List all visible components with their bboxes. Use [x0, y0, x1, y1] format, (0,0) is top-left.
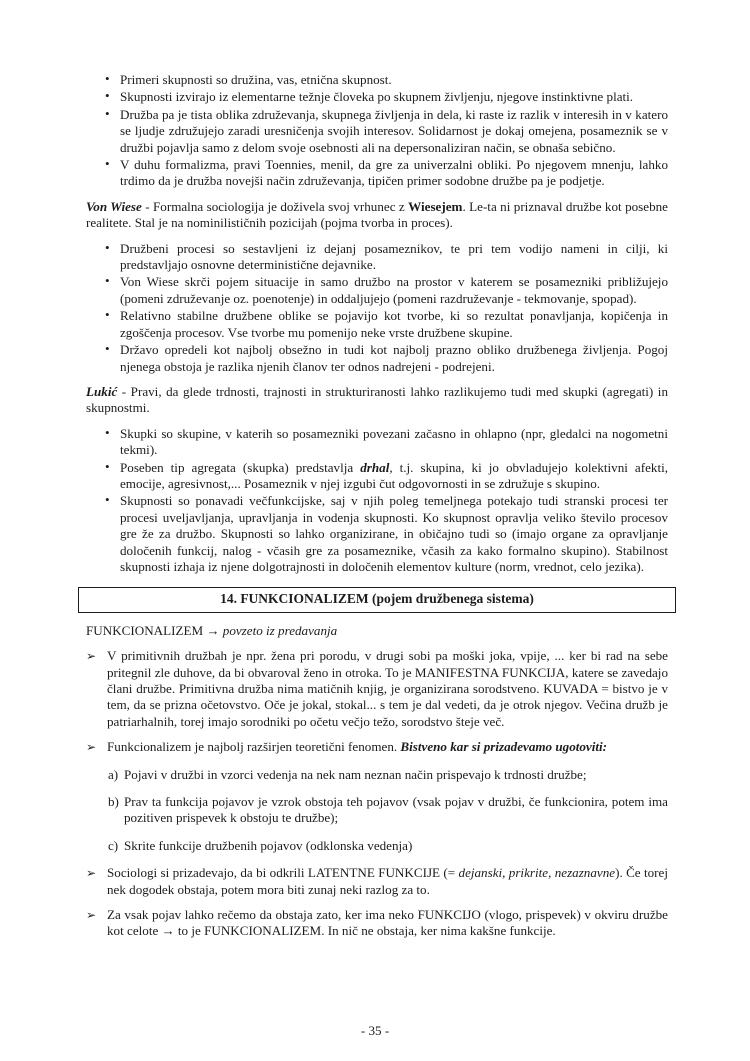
arrow-bullet-marker: ➢: [86, 740, 97, 755]
funkcionalizem-line: FUNKCIONALIZEM → povzeto iz predavanja: [86, 622, 338, 638]
von-wiese-bullet-list: [86, 241, 668, 375]
lettered-item-text: Skrite funkcije družbenih pojavov (odklonska vedenja): [124, 837, 413, 853]
list-item: [86, 426, 668, 459]
bullet-text: Državo opredeli kot najbolj obsežno in tudi kot najbolj prazno obliko družbenega življenja. Pogoj njenega obstoja je razlika njenih članov ter odnos nadrejeni - podrejeni.: [120, 342, 668, 374]
arrow-item-text: V primitivnih družbah je npr. žena pri porodu, v drugi sobi pa moški joka, vpije, ... ker bi rad na sebe pritegnil zle duhove, da bi obvaroval ženo in otroka. To je MANIFESTNA FUNKCIJA, katere se zavedajo člani družbe. Primitivna družba nima matičnih knjig, je organizirana sorodstveno. KUVADA = bistvo je v tem, da se prizna očetovstvo. Oče je jokal, stokal... s tem je dal vedeti, da je otrok njegov. Večina družb je patriarhalnih, torej imajo sorodniki po očetu večjo težo, sorodstvo šteje več.: [107, 648, 668, 729]
list-item: [86, 72, 668, 88]
lettered-item: [86, 767, 668, 783]
lukic-paragraph: Lukić - Pravi, da glede trdnosti, trajnosti in strukturiranosti lahko razlikujemo tudi med skupki (agregati) in skupnostmi.: [86, 383, 668, 416]
list-item: [86, 157, 668, 190]
bullet-marker: •: [105, 88, 110, 104]
arrow-item-text: Funkcionalizem je najbolj razširjen teoretični fenomen. Bistveno kar si prizadevamo ugotoviti:: [107, 739, 608, 755]
von-wiese-paragraph: Von Wiese - Formalna sociologija je doživela svoj vrhunec z Wiesejem. Le-ta ni priznaval družbe kot posebne realitete. Stal je na nominilističnih pozicijah (pojma tvorba in proces).: [86, 198, 668, 231]
lettered-item-label: c): [108, 837, 119, 853]
bullet-text: Von Wiese skrči pojem situacije in samo družbo na prostor v katerem se posamezniki približujejo (pomeni združevanje oz. poenotenje) in oddaljujejo (pomeni razdruževanje - tekmovanje, spopad).: [120, 274, 668, 306]
bullet-marker: •: [105, 458, 110, 474]
arrow-item: [86, 648, 668, 730]
page-number: - 35 -: [360, 1022, 390, 1038]
lettered-item-label: b): [108, 794, 119, 810]
list-item: [86, 107, 668, 156]
bullet-marker: •: [105, 273, 110, 289]
bullet-marker: •: [105, 424, 110, 440]
bullet-text: Skupnosti izvirajo iz elementarne težnje človeka po skupnem življenju, njegove instinktivne plati.: [120, 89, 634, 105]
bullet-text: Družba pa je tista oblika združevanja, skupnega življenja in dela, ki raste iz razlik v interesih in v katero se ljudje združujejo zaradi uresničenja svojih interesov. Solidarnost je dokaj omejena, posameznik se v družbi pojavlja samo z delom svoje osebnosti ali na depersonaliziran način, se obnaša sebično.: [120, 106, 668, 155]
bullet-marker: •: [105, 105, 110, 121]
bullet-marker: •: [105, 341, 110, 357]
list-item: [86, 342, 668, 375]
lukic-bullet-list: [86, 426, 668, 576]
lettered-item-label: a): [108, 766, 119, 782]
arrow-item: [86, 865, 668, 898]
list-item: [86, 493, 668, 575]
top-bullet-list: [86, 72, 668, 190]
bullet-text: Skupnosti so ponavadi večfunkcijske, saj v njih poleg temeljnega potekajo tudi stranski procesi ter procesi uveljavljanja, upravljanja in vodenja skupnosti. Ko skupnost opravlja veliko število procesov gre že za družbo. Skupnosti so lahko organizirane, in običajno tudi so (imajo organe za opravljanje določenih funkcij, nalog - včasih gre za posameznike, včasih za kako formalno skupino). Stabilnost skupnosti izhaja iz njene dolgotrajnosti in določenih elementov kulture (norm, vrednot, celo jezika).: [120, 493, 668, 574]
bullet-marker: •: [105, 307, 110, 323]
arrow-item: [86, 907, 668, 940]
list-item: [86, 308, 668, 341]
arrow-bullet-marker: ➢: [86, 908, 97, 923]
lettered-item: [86, 838, 668, 854]
lettered-item: [86, 794, 668, 827]
arrow-item: [86, 739, 668, 755]
bullet-text: Primeri skupnosti so družina, vas, etnična skupnost.: [120, 72, 392, 87]
arrow-bullet-marker: ➢: [86, 866, 97, 881]
bullet-marker: •: [105, 492, 110, 508]
bullet-marker: •: [105, 239, 110, 255]
bullet-text: Skupki so skupine, v katerih so posamezniki povezani začasno in ohlapno (npr, gledalci na nogometni tekmi).: [120, 425, 668, 458]
section-heading-text: 14. FUNKCIONALIZEM (pojem družbenega sistema): [220, 591, 534, 607]
arrow-bullet-marker: ➢: [86, 649, 97, 664]
bullet-text: V duhu formalizma, pravi Toennies, menil, da gre za univerzalni obliki. Po njegovem mnenju, lahko trdimo da je družba novejši način združevanja, tipičen primer sodobne družbe pa je podjetje.: [120, 157, 668, 189]
lettered-item-text: Prav ta funkcija pojavov je vzrok obstoja teh pojavov (vsak pojav v družbi, če funkcionira, potem ima pozitiven prispevek k obstoju te družbe);: [124, 794, 668, 826]
list-item: [86, 274, 668, 307]
bullet-text: Poseben tip agregata (skupka) predstavlja drhal, t.j. skupina, ki jo obvladujejo kolektivni afekti, emocije, agresivnost,... Posameznik v njej izgubi čut odgovornosti in se združuje s skupino.: [120, 459, 668, 491]
bullet-marker: •: [105, 156, 110, 172]
list-item: [86, 89, 668, 105]
bullet-text: Relativno stabilne družbene oblike se pojavijo kot tvorbe, ki so rezultat ponavljanja, kopičenja in zgoščenja procesov. Vse tvorbe mu pomenijo neke vrste družbene skupine.: [120, 308, 668, 340]
arrow-item-text: Za vsak pojav lahko rečemo da obstaja zato, ker ima neko FUNKCIJO (vlogo, prispevek) v okviru družbe kot celote → to je FUNKCIONALIZEM. In nič ne obstaja, ker nima kakšne funkcije.: [107, 907, 668, 939]
bullet-text: Družbeni procesi so sestavljeni iz dejanj posameznikov, te pri tem vodijo nameni in cilji, ki predstavljajo osnovne deterministične dejavnike.: [120, 240, 668, 273]
lettered-item-text: Pojavi v družbi in vzorci vedenja na nek nam neznan način prispevajo k trdnosti družbe;: [124, 766, 587, 782]
list-item: [86, 241, 668, 274]
list-item: [86, 460, 668, 493]
bullet-marker: •: [105, 71, 110, 86]
section-heading: [78, 587, 676, 612]
arrow-item-text: Sociologi si prizadevajo, da bi odkrili LATENTNE FUNKCIJE (= dejanski, prikrite, nezaznavne). Če torej nek dogodek obstaja, potem mora biti zunaj neki razlog za to.: [107, 865, 668, 897]
